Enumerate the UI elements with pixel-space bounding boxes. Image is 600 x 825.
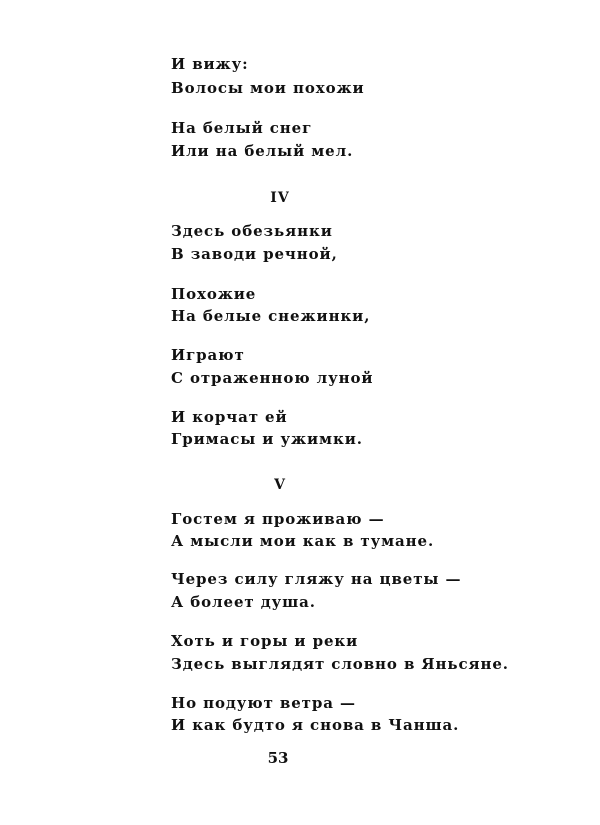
verse-line: А болеет душа.	[171, 593, 316, 611]
verse-line: И корчат ей	[171, 408, 288, 426]
verse-line: В заводи речной,	[171, 245, 338, 263]
verse-line: Хоть и горы и реки	[171, 632, 359, 650]
verse-line: Или на белый мел.	[171, 142, 354, 160]
verse-line: Здесь выглядят словно в Яньсяне.	[171, 655, 509, 673]
verse-line: А мысли мои как в тумане.	[171, 532, 435, 550]
section-heading-iv: IV	[270, 190, 290, 206]
verse-line: Но подуют ветра —	[171, 694, 356, 712]
verse-line: Играют	[171, 346, 245, 364]
verse-line: Здесь обезьянки	[171, 222, 333, 240]
verse-line: Похожие	[171, 285, 257, 303]
section-heading-v: V	[274, 477, 286, 493]
verse-line: На белые снежинки,	[171, 307, 371, 325]
verse-line: Через силу гляжу на цветы —	[171, 570, 462, 588]
verse-line: На белый снег	[171, 119, 313, 137]
verse-line: С отраженною луной	[171, 369, 374, 387]
page-number: 53	[267, 749, 289, 767]
verse-line: Гримасы и ужимки.	[171, 430, 363, 448]
verse-line: Гостем я проживаю —	[171, 510, 385, 528]
verse-line: Волосы мои похожи	[171, 79, 365, 97]
verse-line: И вижу:	[171, 55, 249, 73]
verse-line: И как будто я снова в Чанша.	[171, 716, 460, 734]
